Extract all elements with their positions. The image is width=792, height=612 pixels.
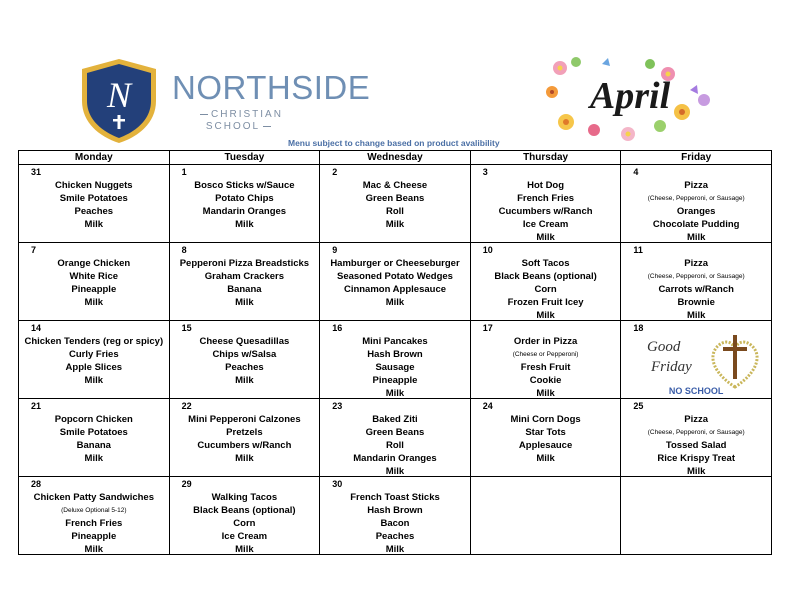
menu-item: (Cheese, Pepperoni, or Sausage) — [647, 195, 745, 202]
menu-item: Mini Corn Dogs — [510, 414, 581, 425]
menu-item: (Deluxe Optional 5-12) — [61, 507, 127, 514]
menu-item: Soft Tacos — [521, 258, 570, 269]
menu-item: Corn — [534, 284, 557, 295]
day-number: 14 — [31, 323, 42, 333]
menu-item: Milk — [686, 310, 706, 321]
menu-notice: Menu subject to change based on product avalibility — [288, 138, 500, 148]
menu-item: Milk — [385, 388, 405, 399]
menu-item: Bacon — [380, 518, 410, 529]
menu-item: Ice Cream — [522, 219, 569, 230]
menu-item: Cookie — [529, 375, 562, 386]
menu-item: Banana — [76, 440, 111, 451]
menu-item: Bosco Sticks w/Sauce — [194, 180, 295, 191]
menu-item: Mini Pancakes — [362, 336, 428, 347]
calendar-day-cell — [470, 477, 621, 555]
menu-item: Peaches — [225, 362, 264, 373]
weekday-header-row — [19, 151, 772, 165]
menu-item: Pretzels — [226, 427, 263, 438]
calendar-week-row — [19, 243, 772, 321]
calendar-week-row — [19, 477, 772, 555]
menu-item: Brownie — [677, 297, 715, 308]
menu-item: Order in Pizza — [513, 336, 578, 347]
day-number: 17 — [482, 323, 493, 333]
day-number: 30 — [332, 479, 343, 489]
day-number: 9 — [332, 245, 338, 255]
menu-items — [170, 179, 320, 231]
menu-item: Corn — [233, 518, 256, 529]
menu-items — [621, 413, 771, 478]
menu-item: Pizza — [684, 180, 709, 191]
weekday-header: Friday — [621, 151, 772, 165]
menu-item: Milk — [84, 219, 104, 230]
day-number: 8 — [181, 245, 187, 255]
no-school-label: NO SCHOOL — [668, 386, 724, 396]
menu-item: Seasoned Potato Wedges — [337, 271, 453, 282]
menu-item: Black Beans (optional) — [494, 271, 597, 282]
menu-item: Frozen Fruit Icey — [507, 297, 584, 308]
menu-item: Smile Potatoes — [59, 193, 128, 204]
day-number: 15 — [181, 323, 192, 333]
menu-item: Curly Fries — [68, 349, 119, 360]
day-number: 18 — [633, 323, 644, 333]
menu-item: Hash Brown — [367, 505, 423, 516]
menu-items — [19, 179, 169, 231]
menu-item: Chocolate Pudding — [652, 219, 740, 230]
menu-item: Milk — [385, 466, 405, 477]
menu-item: Green Beans — [365, 427, 425, 438]
menu-item: Milk — [235, 544, 254, 555]
menu-items — [19, 413, 169, 465]
calendar-day-cell — [169, 399, 320, 477]
menu-items — [170, 413, 320, 465]
calendar-day-cell — [19, 165, 170, 243]
menu-item: Cucumbers w/Ranch — [498, 206, 593, 217]
calendar-day-cell — [320, 321, 471, 399]
menu-item: Mandarin Oranges — [202, 206, 287, 217]
menu-items — [621, 179, 771, 244]
menu-item: Pepperoni Pizza Breadsticks — [179, 258, 310, 269]
menu-item: Potato Chips — [215, 193, 274, 204]
calendar-day-cell — [19, 399, 170, 477]
calendar-day-cell — [169, 165, 320, 243]
menu-item: Peaches — [375, 531, 415, 542]
menu-item: Carrots w/Ranch — [658, 284, 734, 295]
menu-item: Roll — [386, 206, 404, 217]
menu-item: Milk — [385, 219, 405, 230]
school-subtitle: CHRISTIAN SCHOOL — [174, 109, 306, 133]
menu-item: Peaches — [74, 206, 114, 217]
day-number: 29 — [181, 479, 192, 489]
menu-item: Black Beans (optional) — [193, 505, 296, 516]
menu-item: Walking Tacos — [211, 492, 278, 503]
menu-item: Pineapple — [71, 284, 117, 295]
calendar-day-cell — [320, 399, 471, 477]
calendar-week-row — [19, 321, 772, 399]
day-number: 28 — [31, 479, 42, 489]
menu-item: Apple Slices — [65, 362, 123, 373]
menu-item: Milk — [235, 297, 254, 308]
menu-item: Milk — [536, 310, 555, 321]
menu-items — [320, 335, 470, 400]
day-number: 31 — [31, 167, 42, 177]
menu-item: Star Tots — [525, 427, 566, 438]
menu-item: Chips w/Salsa — [212, 349, 277, 360]
menu-item: (Cheese, Pepperoni, or Sausage) — [647, 429, 745, 436]
menu-items — [471, 335, 621, 400]
menu-item: Orange Chicken — [57, 258, 131, 269]
menu-item: Cucumbers w/Ranch — [197, 440, 292, 451]
day-number: 22 — [181, 401, 192, 411]
menu-item: Pizza — [684, 414, 709, 425]
svg-text:Good: Good — [647, 339, 681, 355]
calendar-day-cell — [169, 243, 320, 321]
day-number: 7 — [31, 245, 37, 255]
menu-item: Chicken Nuggets — [54, 180, 133, 191]
menu-items — [320, 491, 470, 556]
day-number: 10 — [482, 245, 493, 255]
day-number: 3 — [482, 167, 488, 177]
calendar-day-cell — [320, 165, 471, 243]
menu-item: Roll — [386, 440, 404, 451]
menu-item: Milk — [686, 466, 706, 477]
svg-text:N: N — [106, 75, 132, 115]
menu-items — [170, 491, 320, 556]
svg-text:Friday: Friday — [651, 359, 693, 375]
menu-item: Milk — [84, 375, 104, 386]
menu-items — [19, 335, 169, 387]
menu-item: Cinnamon Applesauce — [343, 284, 447, 295]
menu-item: Milk — [536, 453, 555, 464]
calendar-day-cell — [470, 399, 621, 477]
day-number: 4 — [633, 167, 639, 177]
day-number: 1 — [181, 167, 187, 177]
calendar-week-row — [19, 399, 772, 477]
calendar-week-row — [19, 165, 772, 243]
menu-item: Rice Krispy Treat — [657, 453, 735, 464]
menu-item: Mac & Cheese — [362, 180, 428, 191]
calendar-day-cell — [621, 165, 772, 243]
menu-item: Pineapple — [372, 375, 418, 386]
menu-item: Green Beans — [365, 193, 425, 204]
calendar-day-cell — [169, 321, 320, 399]
menu-item: (Cheese, Pepperoni, or Sausage) — [647, 273, 745, 280]
calendar-day-cell — [470, 243, 621, 321]
menu-items — [320, 257, 470, 309]
menu-item: Milk — [235, 453, 254, 464]
menu-item: Hot Dog — [527, 180, 565, 191]
menu-item: Banana — [227, 284, 262, 295]
menu-item: (Cheese or Pepperoni) — [512, 351, 579, 358]
menu-items — [471, 413, 621, 465]
menu-item: Cheese Quesadillas — [199, 336, 290, 347]
menu-item: Chicken Tenders (reg or spicy) — [24, 336, 164, 347]
lunch-calendar — [18, 150, 772, 555]
menu-item: Oranges — [676, 206, 716, 217]
menu-item: Ice Cream — [221, 531, 268, 542]
day-number: 23 — [332, 401, 343, 411]
menu-item: Hash Brown — [367, 349, 423, 360]
menu-item: Milk — [385, 544, 405, 555]
day-number: 24 — [482, 401, 493, 411]
day-number: 11 — [633, 245, 643, 255]
menu-item: Milk — [536, 388, 555, 399]
menu-items — [170, 257, 320, 309]
school-logo — [78, 57, 371, 147]
menu-items — [471, 179, 621, 244]
calendar-day-cell — [19, 477, 170, 555]
menu-item: Pizza — [684, 258, 709, 269]
menu-item: White Rice — [69, 271, 119, 282]
calendar-day-cell — [621, 477, 772, 555]
weekday-header: Monday — [19, 151, 170, 165]
calendar-day-cell — [470, 165, 621, 243]
menu-item: Popcorn Chicken — [54, 414, 133, 425]
menu-item: Milk — [686, 232, 706, 243]
day-number: 16 — [332, 323, 343, 333]
calendar-day-cell — [19, 243, 170, 321]
menu-items — [320, 413, 470, 478]
weekday-header: Thursday — [470, 151, 621, 165]
menu-item: Tossed Salad — [665, 440, 727, 451]
menu-items — [19, 491, 169, 556]
calendar-day-cell — [470, 321, 621, 399]
menu-item: Hamburger or Cheeseburger — [330, 258, 460, 269]
menu-item: Milk — [536, 232, 555, 243]
menu-item: Graham Crackers — [204, 271, 284, 282]
weekday-header: Wednesday — [320, 151, 471, 165]
calendar-day-cell — [320, 243, 471, 321]
menu-item: Sausage — [375, 362, 415, 373]
day-number: 2 — [332, 167, 338, 177]
svg-text:April: April — [589, 75, 671, 117]
shield-logo-icon — [78, 57, 160, 145]
menu-item: Milk — [235, 375, 254, 386]
menu-item: Fresh Fruit — [520, 362, 571, 373]
menu-items — [320, 179, 470, 231]
menu-item: Milk — [84, 544, 104, 555]
menu-item: Chicken Patty Sandwiches — [33, 492, 154, 503]
day-number: 25 — [633, 401, 644, 411]
day-number: 21 — [31, 401, 42, 411]
menu-item: French Fries — [517, 193, 575, 204]
menu-item: Smile Potatoes — [59, 427, 128, 438]
menu-item: Milk — [235, 219, 254, 230]
menu-item: Milk — [84, 297, 104, 308]
menu-item: Milk — [385, 297, 405, 308]
calendar-day-cell — [320, 477, 471, 555]
calendar-day-cell — [621, 399, 772, 477]
calendar-day-cell — [621, 243, 772, 321]
calendar-day-cell — [19, 321, 170, 399]
menu-items — [170, 335, 320, 387]
menu-item: Baked Ziti — [372, 414, 418, 425]
menu-item: Pineapple — [71, 531, 117, 542]
menu-items — [19, 257, 169, 309]
menu-items — [471, 257, 621, 322]
weekday-header: Tuesday — [169, 151, 320, 165]
menu-item: Applesauce — [518, 440, 573, 451]
calendar-day-cell — [169, 477, 320, 555]
school-name: NORTHSIDE — [172, 69, 371, 106]
menu-items — [621, 257, 771, 322]
calendar-body — [19, 165, 772, 555]
menu-item: Mini Pepperoni Calzones — [188, 414, 301, 425]
calendar-day-cell — [621, 321, 772, 399]
menu-item: French Toast Sticks — [350, 492, 440, 503]
good-friday-cross-icon — [643, 325, 761, 391]
menu-item: Mandarin Oranges — [353, 453, 437, 464]
menu-item: French Fries — [65, 518, 123, 529]
menu-item: Milk — [84, 453, 104, 464]
april-floral-art — [542, 52, 718, 144]
